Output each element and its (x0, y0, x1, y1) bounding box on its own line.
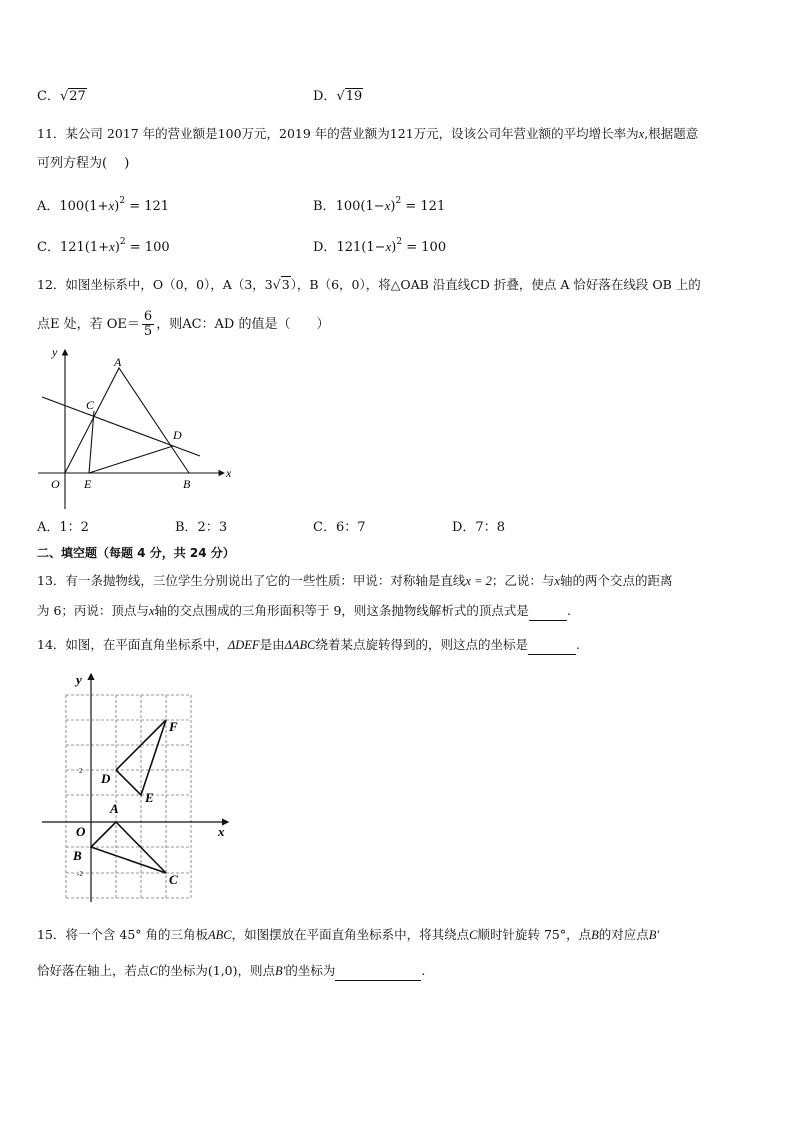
sign: − (373, 199, 385, 214)
option-label: C． (37, 240, 60, 255)
q11-stem-end: ,根据题意 (644, 126, 699, 141)
q11-var: x (638, 127, 645, 141)
q15-coordinate: (1,0) (207, 963, 238, 978)
triangle-abc (91, 822, 166, 873)
exponent: 2 (396, 237, 403, 247)
label-b: B (183, 477, 191, 491)
q15-triangle-abc: ABC (208, 928, 232, 942)
sign: − (374, 240, 386, 255)
q10-option-d-radicand: 19 (345, 89, 363, 104)
label-b: B (73, 848, 82, 863)
q11-option-b: B．$100(1-x)^2 = 121$ (313, 196, 446, 214)
answer-blank[interactable] (335, 962, 421, 981)
q11-option-d: D．$121(1-x)^2 = 100$ (313, 237, 447, 255)
q15-end: . (421, 963, 426, 978)
q15-line2 (37, 962, 425, 981)
answer-blank[interactable] (528, 636, 576, 655)
rhs: 121 (420, 199, 446, 214)
answer-blank[interactable] (529, 602, 567, 621)
q12-stem-d: ，则AC：AD 的值是（ ） (156, 317, 330, 332)
q12-stem-a: 12．如图坐标系中，O（0，0），A（3，3 (37, 277, 273, 292)
option-label: A． (37, 199, 60, 214)
rhs: 100 (421, 240, 447, 255)
coef: 100 (335, 199, 361, 214)
q12-figure (34, 344, 244, 514)
rhs: 121 (144, 199, 170, 214)
q15-line1 (37, 926, 659, 944)
q12-radicand: 3 (281, 277, 290, 292)
q10-option-d-label: D． (313, 89, 337, 104)
q14-triangle-def: ΔDEF (227, 638, 260, 652)
q13-stem-d: 为 6；丙说：顶点与 (37, 603, 149, 618)
label-x: x (218, 824, 225, 839)
q14-end: . (576, 637, 581, 652)
fold-line-cd (42, 397, 200, 456)
q12-line1 (37, 276, 701, 294)
var-x: x (385, 239, 392, 254)
q10-option-c-radicand: 27 (69, 89, 86, 104)
q13-stem-a: 13．有一条抛物线，三位学生分别说出了它的一些性质：甲说：对称轴是直线 (37, 573, 466, 588)
tick-2: 2 (79, 767, 83, 775)
q11-line2: 可列方程为( ) (37, 156, 130, 171)
q12-option-a: A．1：2 (37, 520, 89, 535)
q14-triangle-abc: ΔABC (284, 638, 316, 652)
var-x: x (148, 604, 155, 618)
fraction-numerator: 6 (143, 309, 153, 324)
q12-stem-b: ），B（6，0），将△OAB 沿直线CD 折叠，使点 A 恰好落在线段 OB 上的 (290, 277, 701, 292)
point-b: B (591, 928, 599, 942)
q13-stem-c: 轴的两个交点的距离 (559, 573, 673, 588)
q13-stem-b: ；乙说：与 (491, 573, 555, 588)
q15-stem-e: 恰好落在轴上，若点 (37, 963, 150, 978)
q10-option-c-label: C． (37, 89, 60, 104)
label-o: O (51, 477, 60, 491)
q11-line1 (37, 125, 698, 143)
option-label: D． (313, 240, 337, 255)
coef: 100 (59, 199, 85, 214)
q12-option-b: B．2：3 (175, 520, 228, 535)
q10-option-c (37, 88, 87, 106)
q14-stem-c: 绕着某点旋转得到的，则这点的坐标是 (315, 637, 529, 652)
q11-option-a: A．$100(1+x)^2 = 121$ (37, 196, 170, 214)
sqrt-symbol: √ (59, 89, 69, 104)
sqrt-symbol: √ (336, 89, 345, 104)
point-c: C (149, 964, 158, 978)
q15-stem-c: 顺时针旋转 75°，点 (477, 927, 592, 942)
label-e: E (145, 790, 154, 805)
label-a: A (114, 355, 122, 369)
label-x: x (226, 466, 232, 480)
coef: 121 (59, 240, 85, 255)
q12-option-d: D．7：8 (452, 520, 505, 535)
var-x: x (384, 198, 391, 213)
q15-stem-a: 15．将一个含 45° 角的三角板 (37, 927, 209, 942)
var-x: x (108, 198, 115, 213)
var-x: x (109, 239, 115, 254)
sqrt-symbol: √ (272, 277, 281, 292)
label-a: A (110, 801, 119, 816)
exponent: 2 (119, 196, 126, 206)
q12-fraction (142, 310, 154, 339)
label-c: C (86, 398, 95, 412)
label-c: C (169, 872, 178, 887)
rhs: 100 (144, 240, 170, 255)
point-c: C (469, 928, 478, 942)
var-x: x (554, 574, 560, 588)
q11-option-c: C．$121(1+x)^2 = 100$ (37, 237, 170, 255)
exponent: 2 (395, 196, 402, 206)
q11-stem: 11．某公司 2017 年的营业额是100万元，2019 年的营业额为121万元，设该公司年营业额的平均增长率为 (37, 126, 639, 141)
q15-stem-d: 的对应点 (598, 927, 649, 942)
fraction-denominator: 5 (143, 324, 153, 339)
q14-stem-b: 是由 (259, 637, 285, 652)
label-y: y (76, 672, 82, 687)
folded-triangle (89, 411, 173, 473)
q15-stem-h: 的坐标为 (285, 963, 336, 978)
section-title: 二、填空题（每题 4 分，共 24 分） (37, 546, 235, 560)
q12-line2 (37, 310, 329, 339)
q13-line2 (37, 602, 571, 621)
label-d: D (101, 771, 111, 786)
q13-equation: x = 2 (465, 574, 492, 588)
label-d: D (173, 428, 182, 442)
q14-stem-a: 14．如图，在平面直角坐标系中， (37, 637, 228, 652)
label-o: O (76, 824, 86, 839)
coef: 121 (336, 240, 362, 255)
q15-stem-g: ，则点 (237, 963, 276, 978)
q13-stem-e: 轴的交点围成的三角形面积等于 9，则这条抛物线解析式的顶点式是 (154, 603, 529, 618)
label-y: y (52, 345, 58, 359)
sign: + (98, 240, 110, 255)
q12-option-c: C．6：7 (313, 520, 366, 535)
q15-stem-b: ，如图摆放在平面直角坐标系中，将其绕点 (231, 927, 470, 942)
q10-option-d (313, 88, 363, 106)
q13-line1 (37, 572, 673, 590)
sign: + (97, 199, 109, 214)
tick-minus-2: -2 (77, 870, 83, 878)
point-b-prime: B′ (648, 928, 660, 942)
label-f: F (169, 719, 178, 734)
q13-end: . (566, 603, 571, 618)
point-b-prime: B′ (275, 964, 286, 978)
option-label: B． (313, 199, 336, 214)
q15-stem-f: 的坐标为 (157, 963, 208, 978)
exponent: 2 (119, 237, 126, 247)
q14-line1 (37, 636, 580, 655)
label-e: E (84, 477, 92, 491)
triangle-oab (65, 368, 189, 473)
q12-stem-c: 点E 处，若 OE＝ (37, 317, 140, 332)
q14-figure (38, 670, 238, 905)
